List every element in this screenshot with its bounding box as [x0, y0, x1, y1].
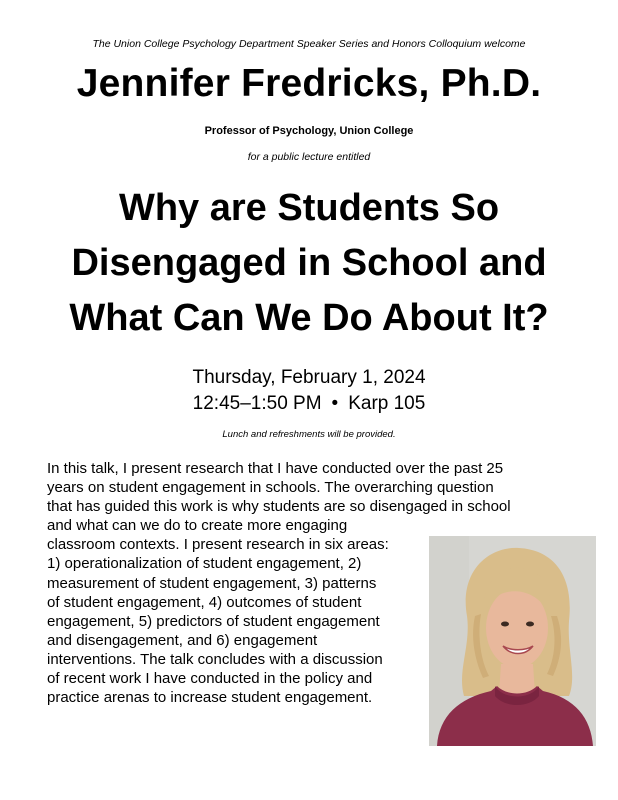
event-time-location: [0, 393, 618, 415]
abstract-line: measurement of student engagement, 3) patterns: [47, 574, 377, 592]
abstract-line: classroom contexts. I present research in six areas:: [47, 536, 389, 554]
lecture-title-line: Why are Students So: [118, 187, 500, 229]
speaker-name: Jennifer Fredricks, Ph.D.: [76, 62, 542, 105]
abstract-line: engagement, 5) predictors of student engagement: [47, 612, 380, 630]
abstract-line: that has guided this work is why students are so disengaged in school: [47, 498, 511, 516]
speaker-affiliation: Professor of Psychology, Union College: [204, 125, 414, 137]
event-date: Thursday, February 1, 2024: [192, 367, 426, 388]
refreshments-note: Lunch and refreshments will be provided.: [222, 429, 396, 440]
lecture-title: [0, 181, 618, 346]
separator-bullet: •: [331, 393, 339, 414]
event-location: Karp 105: [348, 393, 426, 414]
speaker-portrait-icon: [429, 536, 596, 746]
abstract-line: of recent work I have conducted in the policy and: [47, 670, 373, 688]
series-intro: The Union College Psychology Department Speaker Series and Honors Colloquium welcome: [92, 38, 526, 50]
abstract-line: In this talk, I present research that I have conducted over the past 25: [47, 460, 504, 477]
lecture-title-line: Disengaged in School and: [71, 242, 547, 284]
abstract-line: and what can we do to create more engaging: [47, 517, 348, 535]
abstract-line: practice arenas to increase student engagement.: [47, 689, 373, 707]
abstract-line: years on student engagement in schools. The overarching question: [47, 479, 494, 497]
abstract-line: of student engagement, 4) outcomes of student: [47, 593, 362, 611]
event-time: 12:45–1:50 PM: [192, 393, 322, 414]
lecture-title-line: What Can We Do About It?: [69, 297, 549, 339]
abstract-line: and disengagement, and 6) engagement: [47, 631, 318, 649]
speaker-portrait-photo: [429, 536, 596, 746]
abstract-line: interventions. The talk concludes with a discussion: [47, 650, 383, 668]
abstract-line: 1) operationalization of student engagement, 2): [47, 555, 362, 573]
lecture-intro: for a public lecture entitled: [247, 151, 371, 163]
